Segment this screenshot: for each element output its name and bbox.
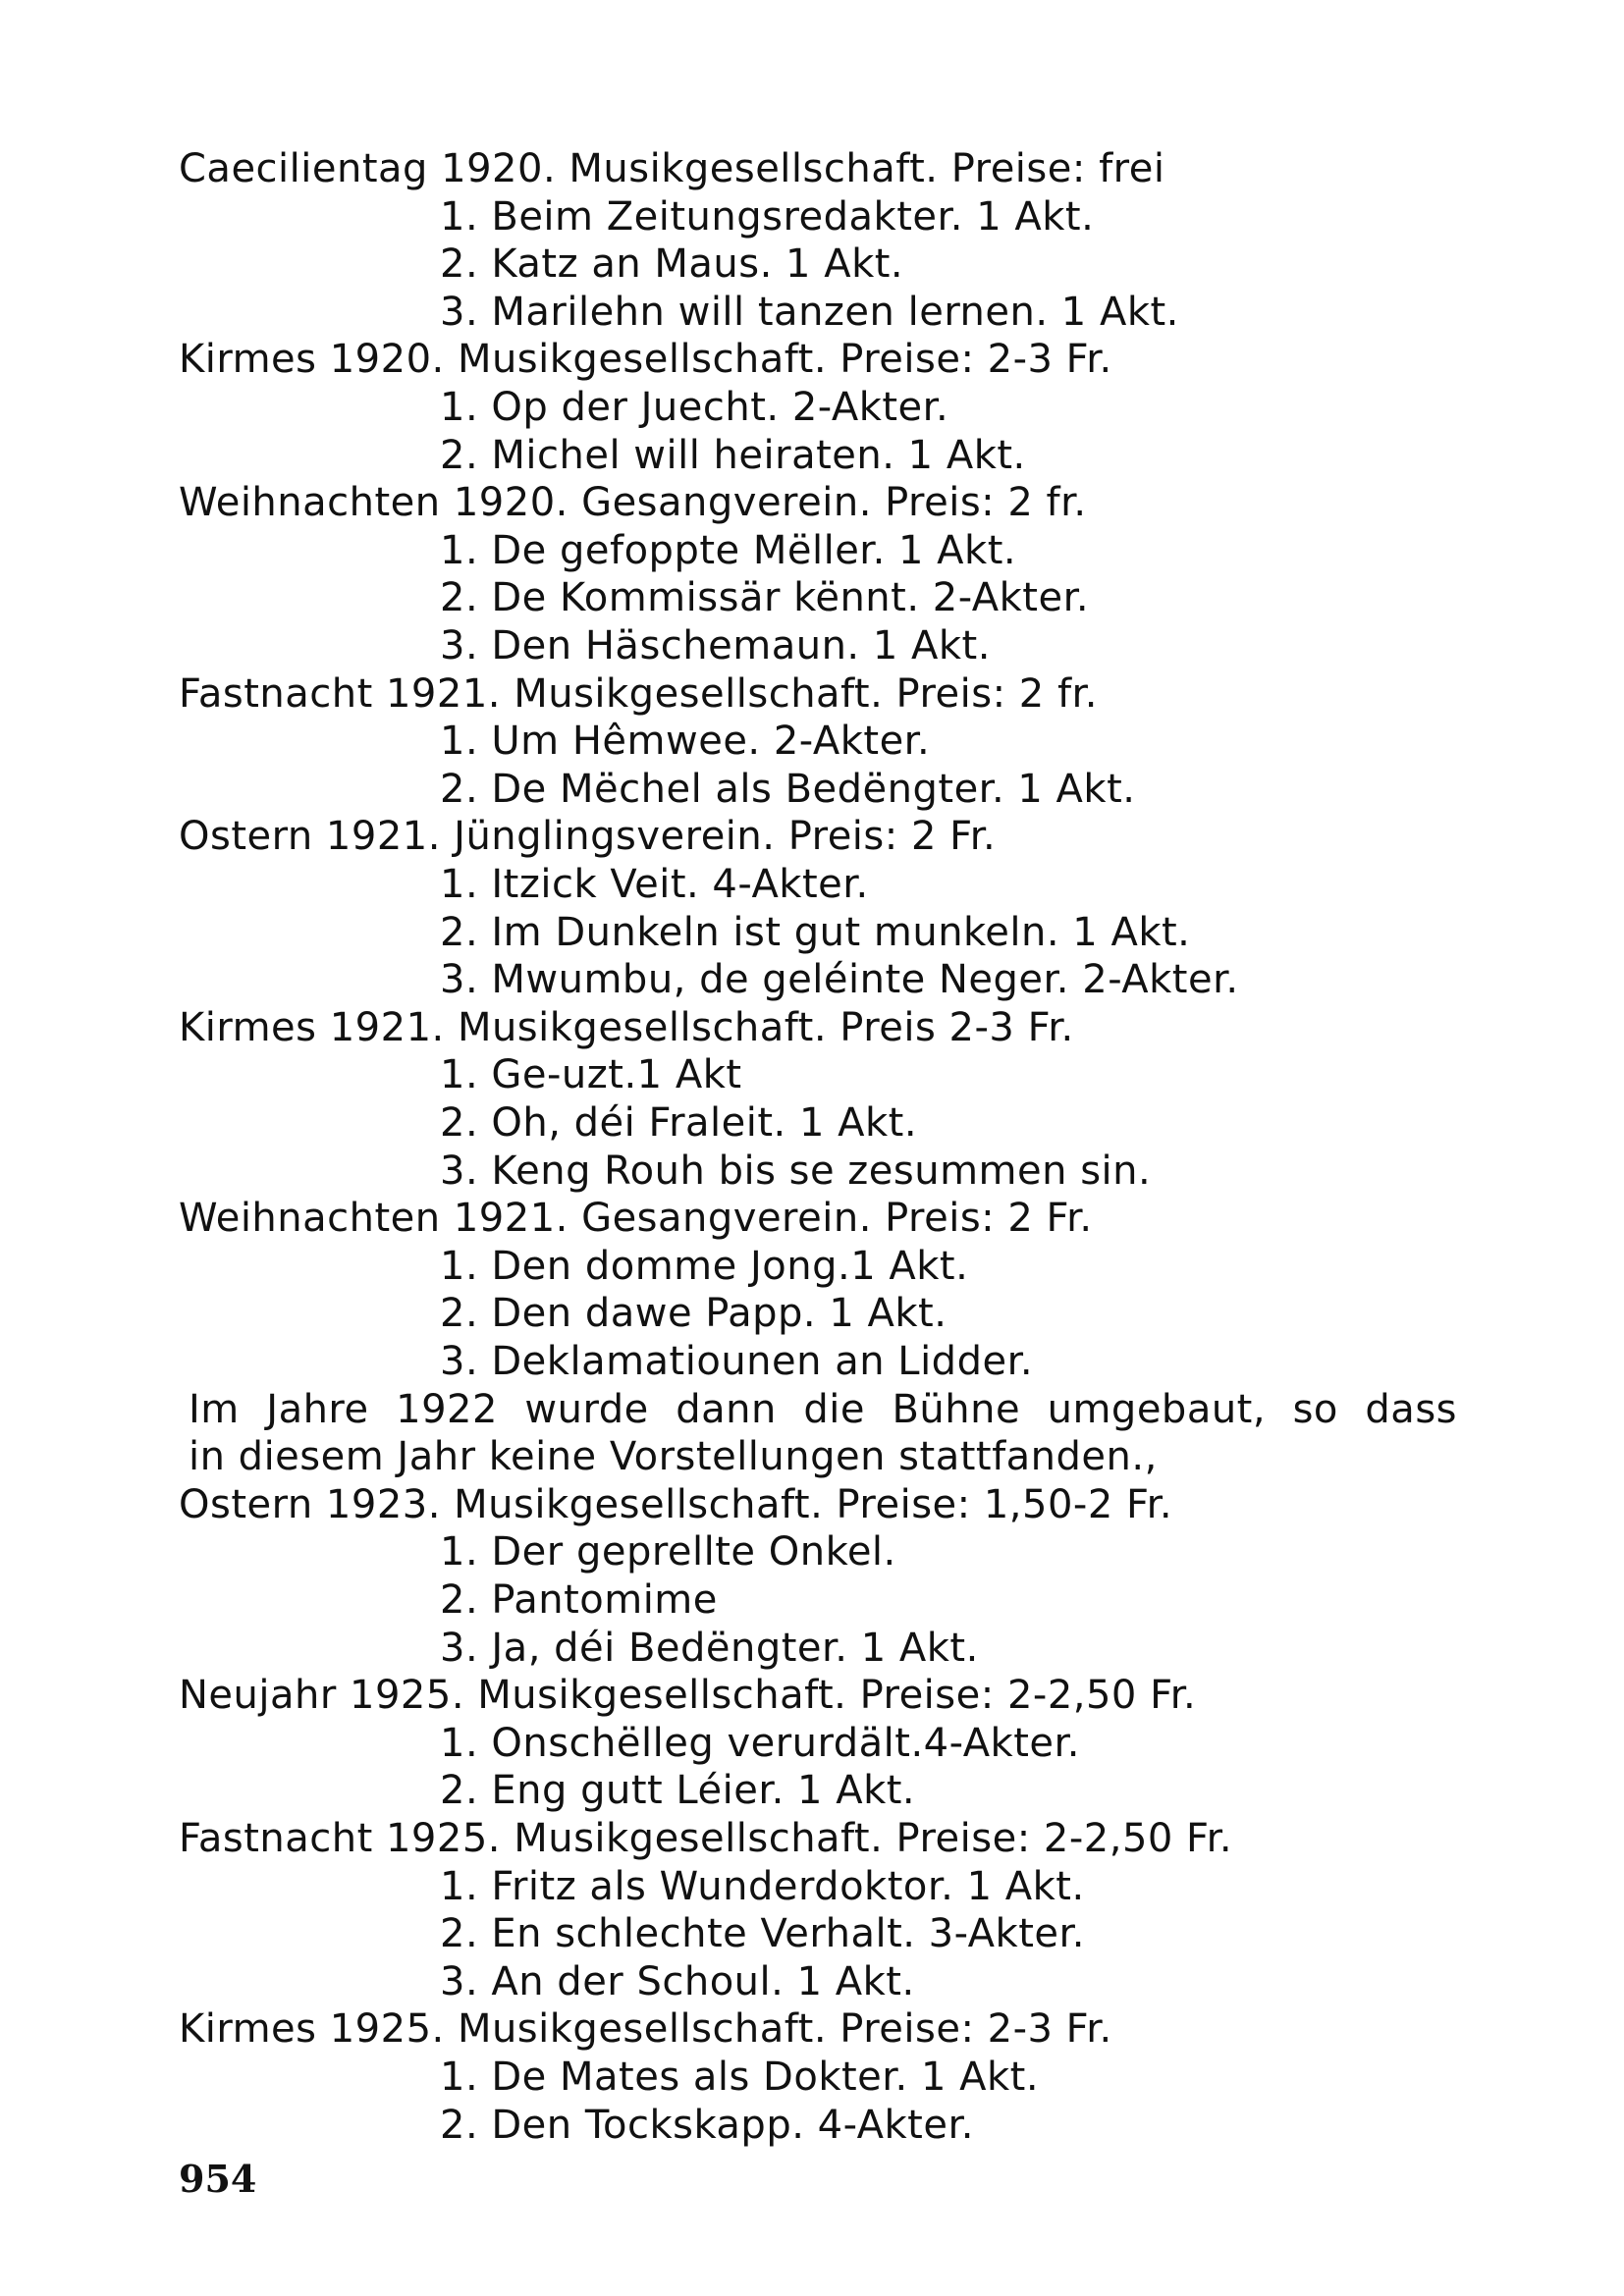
event-heading-weihnachten-1920: Weihnachten 1920. Gesangverein. Preis: 2 fr.: [179, 480, 1087, 525]
play-item-ostern-1921-1: 1. Itzick Veit. 4-Akter.: [440, 862, 869, 907]
play-item-kirmes-1921-1: 1. Ge-uzt.1 Akt: [440, 1052, 742, 1097]
play-item-fastnacht-1921-2: 2. De Mëchel als Bedëngter. 1 Akt.: [440, 767, 1136, 812]
paragraph-line-note-1922-b: in diesem Jahr keine Vorstellungen stattfanden.,: [189, 1434, 1158, 1479]
play-item-kirmes-1925-1: 1. De Mates als Dokter. 1 Akt.: [440, 2055, 1040, 2100]
event-heading-weihnachten-1921: Weihnachten 1921. Gesangverein. Preis: 2 Fr.: [179, 1196, 1093, 1241]
play-item-caecilientag-1920-3: 3. Marilehn will tanzen lernen. 1 Akt.: [440, 290, 1179, 335]
play-item-ostern-1923-3: 3. Ja, déi Bedëngter. 1 Akt.: [440, 1626, 979, 1671]
play-item-weihnachten-1920-2: 2. De Kommissär kënnt. 2-Akter.: [440, 575, 1090, 620]
event-heading-fastnacht-1925: Fastnacht 1925. Musikgesellschaft. Preise: 2-2,50 Fr.: [179, 1816, 1233, 1861]
play-item-kirmes-1921-2: 2. Oh, déi Fraleit. 1 Akt.: [440, 1100, 918, 1146]
play-item-ostern-1921-3: 3. Mwumbu, de geléinte Neger. 2-Akter.: [440, 957, 1239, 1002]
play-item-fastnacht-1925-2: 2. En schlechte Verhalt. 3-Akter.: [440, 1911, 1085, 1956]
play-item-weihnachten-1921-2: 2. Den dawe Papp. 1 Akt.: [440, 1291, 947, 1336]
event-heading-neujahr-1925: Neujahr 1925. Musikgesellschaft. Preise: 2-2,50 Fr.: [179, 1673, 1197, 1718]
play-item-caecilientag-1920-1: 1. Beim Zeitungsredakter. 1 Akt.: [440, 194, 1095, 240]
play-item-kirmes-1925-2: 2. Den Tockskapp. 4-Akter.: [440, 2103, 974, 2148]
event-heading-fastnacht-1921: Fastnacht 1921. Musikgesellschaft. Preis: 2 fr.: [179, 671, 1099, 717]
play-item-weihnachten-1921-3: 3. Deklamatiounen an Lidder.: [440, 1339, 1034, 1384]
page-number: 954: [179, 2157, 257, 2201]
event-heading-kirmes-1920: Kirmes 1920. Musikgesellschaft. Preise: 2-3 Fr.: [179, 337, 1112, 382]
event-heading-ostern-1921: Ostern 1921. Jünglingsverein. Preis: 2 Fr.: [179, 814, 997, 859]
play-item-fastnacht-1921-1: 1. Um Hêmwee. 2-Akter.: [440, 719, 931, 764]
paragraph-line-note-1922-a: Im Jahre 1922 wurde dann die Bühne umgebaut, so dass: [189, 1387, 1457, 1432]
play-item-fastnacht-1925-1: 1. Fritz als Wunderdoktor. 1 Akt.: [440, 1864, 1085, 1909]
play-item-weihnachten-1921-1: 1. Den domme Jong.1 Akt.: [440, 1244, 969, 1289]
play-item-weihnachten-1920-3: 3. Den Häschemaun. 1 Akt.: [440, 623, 991, 668]
play-item-kirmes-1920-2: 2. Michel will heiraten. 1 Akt.: [440, 433, 1026, 478]
event-heading-ostern-1923: Ostern 1923. Musikgesellschaft. Preise: 1,50-2 Fr.: [179, 1482, 1173, 1527]
event-heading-kirmes-1921: Kirmes 1921. Musikgesellschaft. Preis 2-3 Fr.: [179, 1005, 1074, 1050]
play-item-kirmes-1920-1: 1. Op der Juecht. 2-Akter.: [440, 385, 949, 430]
play-item-neujahr-1925-1: 1. Onschëlleg verurdält.4-Akter.: [440, 1721, 1080, 1766]
play-item-caecilientag-1920-2: 2. Katz an Maus. 1 Akt.: [440, 241, 904, 287]
play-item-kirmes-1921-3: 3. Keng Rouh bis se zesummen sin.: [440, 1148, 1152, 1194]
play-item-ostern-1923-1: 1. Der geprellte Onkel.: [440, 1529, 896, 1575]
event-heading-caecilientag-1920: Caecilientag 1920. Musikgesellschaft. Preise: frei: [179, 146, 1165, 191]
play-item-neujahr-1925-2: 2. Eng gutt Léier. 1 Akt.: [440, 1768, 916, 1813]
play-item-weihnachten-1920-1: 1. De gefoppte Mëller. 1 Akt.: [440, 528, 1017, 573]
play-item-fastnacht-1925-3: 3. An der Schoul. 1 Akt.: [440, 1959, 915, 2004]
play-item-ostern-1923-2: 2. Pantomime: [440, 1577, 718, 1623]
event-heading-kirmes-1925: Kirmes 1925. Musikgesellschaft. Preise: 2-3 Fr.: [179, 2006, 1112, 2052]
play-item-ostern-1921-2: 2. Im Dunkeln ist gut munkeln. 1 Akt.: [440, 910, 1191, 955]
